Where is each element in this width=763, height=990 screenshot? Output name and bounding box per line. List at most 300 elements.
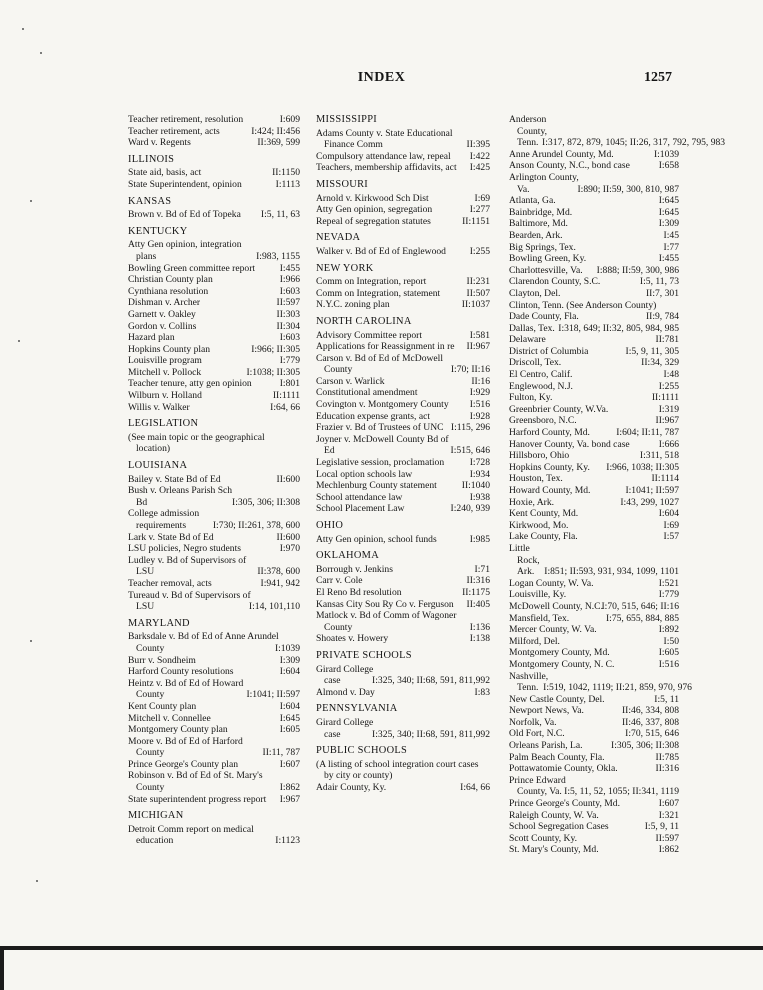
entry-reference: II:405 xyxy=(466,598,490,610)
index-entry xyxy=(509,462,679,474)
index-entry xyxy=(316,353,490,376)
index-section xyxy=(128,196,300,221)
entry-text: Prince George's County plan xyxy=(128,758,238,770)
entry-text: State Superintendent, opinion xyxy=(128,178,242,190)
entry-reference: II:11, 787 xyxy=(262,747,300,759)
entry-reference: I:892 xyxy=(658,624,679,636)
index-entry xyxy=(316,469,490,481)
section-heading: NEVADA xyxy=(316,232,361,244)
entry-reference: I:728 xyxy=(469,457,490,469)
entry-text: N.Y.C. zoning plan xyxy=(316,299,390,311)
entry-text: Clinton, Tenn. (See Anderson County) xyxy=(509,299,657,311)
index-section xyxy=(128,810,300,847)
index-entry xyxy=(316,246,490,258)
entry-reference: I:966; II:305 xyxy=(251,343,300,355)
entry-reference: II:395 xyxy=(466,139,490,151)
entry-text: Teacher retirement, acts xyxy=(128,125,220,137)
entry-text: Teachers, membership affidavits, act xyxy=(316,162,457,174)
index-entry xyxy=(509,392,679,404)
entry-reference: II:316 xyxy=(655,763,679,775)
section-heading: NORTH CAROLINA xyxy=(316,315,412,327)
entry-reference: I:325, 340; II:68, 591, 811,992 xyxy=(372,675,490,687)
entry-text: Driscoll, Tex. xyxy=(509,357,562,369)
index-entry xyxy=(316,610,490,633)
entry-reference: I:938 xyxy=(469,491,490,503)
entry-reference: I:5, 9, 11, 305 xyxy=(625,345,679,357)
entry-reference: I:45 xyxy=(663,229,679,241)
entry-reference: I:5, 11, 73 xyxy=(639,276,679,288)
index-entry xyxy=(128,209,300,221)
index-entry xyxy=(128,167,300,179)
entry-reference: I:581 xyxy=(469,329,490,341)
entry-text: Wilburn v. Holland xyxy=(128,390,202,402)
entry-text: Girard College case xyxy=(316,716,374,740)
index-entry xyxy=(509,589,679,601)
index-entry xyxy=(128,355,300,367)
entry-text: Hoxie, Ark. xyxy=(509,496,555,508)
entry-reference: II:46, 337, 808 xyxy=(621,716,679,728)
entry-reference: I:934 xyxy=(469,468,490,480)
entry-text: Comm on Integration, statement xyxy=(316,287,441,299)
index-entry xyxy=(128,701,300,713)
entry-reference: I:603 xyxy=(279,332,300,344)
entry-text: Baltimore, Md. xyxy=(509,218,568,230)
entry-reference: I:1041; II:597 xyxy=(625,485,679,496)
index-entry xyxy=(509,404,679,416)
index-entry xyxy=(509,253,679,265)
entry-reference: II:369, 599 xyxy=(257,137,300,149)
entry-reference: I:48 xyxy=(663,369,679,381)
entry-text: Mansfield, Tex. xyxy=(509,612,570,624)
scan-speck xyxy=(18,340,20,342)
entry-reference: I:779 xyxy=(658,589,679,601)
entry-reference: I:64, 66 xyxy=(270,401,300,413)
scan-speck xyxy=(30,200,32,202)
index-entry xyxy=(509,369,679,381)
index-entry xyxy=(509,195,679,207)
index-section xyxy=(128,226,300,414)
index-entry xyxy=(509,694,679,706)
entry-text: Brown v. Bd of Ed of Topeka xyxy=(128,209,241,221)
entry-text: Hillsboro, Ohio xyxy=(509,450,570,462)
entry-reference: II:507 xyxy=(466,287,490,299)
entry-reference: I:325, 340; II:68, 591, 811,992 xyxy=(372,728,490,740)
entry-reference: I:603 xyxy=(279,285,300,297)
index-entry xyxy=(128,367,300,379)
index-entry xyxy=(128,390,300,402)
index-entry xyxy=(509,740,679,752)
entry-text: (A listing of school integration court cases by city or county) xyxy=(316,758,479,782)
entry-text: Detroit Comm report on medical education xyxy=(128,823,254,847)
entry-reference: I:69 xyxy=(663,519,679,531)
section-heading: MARYLAND xyxy=(128,617,190,629)
entry-text: Legislative session, proclamation xyxy=(316,457,445,469)
page-number: 1257 xyxy=(644,70,672,85)
entry-text: (See main topic or the geographical location) xyxy=(128,431,265,455)
scan-speck xyxy=(36,880,38,882)
entry-text: Norfolk, Va. xyxy=(509,716,557,728)
entry-reference: I:1039 xyxy=(653,148,679,160)
entry-reference: I:966 xyxy=(279,274,300,286)
entry-reference: I:318, 649; II:32, 805, 984, 985 xyxy=(558,322,679,334)
entry-reference: I:83 xyxy=(474,686,490,698)
entry-text: Burr v. Sondheim xyxy=(128,654,196,666)
index-entry xyxy=(128,485,300,508)
entry-reference: I:422 xyxy=(469,150,490,162)
index-section xyxy=(316,550,490,645)
entry-text: Greenbrier County, W.Va. xyxy=(509,403,609,415)
entry-text: Kirkwood, Mo. xyxy=(509,519,569,531)
index-entry xyxy=(509,485,679,497)
entry-text: Hopkins County, Ky. xyxy=(509,461,590,473)
index-entry xyxy=(316,575,490,587)
index-section xyxy=(128,460,300,613)
entry-reference: I:1123 xyxy=(275,835,300,847)
entry-text: Bowling Green committee report xyxy=(128,262,256,274)
index-entry xyxy=(509,149,679,161)
index-entry xyxy=(316,376,490,388)
entry-text: Prince Edward County, Va. xyxy=(509,774,566,798)
entry-reference: I:645 xyxy=(658,206,679,218)
index-entry xyxy=(509,659,679,671)
index-entry xyxy=(128,555,300,578)
section-heading: LEGISLATION xyxy=(128,418,199,430)
entry-reference: I:5, 9, 11 xyxy=(644,821,679,833)
index-column-middle xyxy=(316,114,490,798)
index-entry xyxy=(509,833,679,845)
entry-text: Hopkins County plan xyxy=(128,343,211,355)
entry-reference: I:5, 11, 63 xyxy=(260,209,300,221)
index-entry xyxy=(509,439,679,451)
index-column-right xyxy=(509,114,726,861)
index-entry xyxy=(316,411,490,423)
entry-text: New Castle County, Del. xyxy=(509,693,605,705)
entry-reference: I:138 xyxy=(469,633,490,645)
index-section xyxy=(509,114,726,856)
entry-text: Heintz v. Bd of Ed of Howard County xyxy=(128,677,244,701)
entry-reference: I:77 xyxy=(663,241,679,253)
entry-text: Anson County, N.C., bond case xyxy=(509,160,630,172)
entry-text: Covington v. Montgomery County xyxy=(316,399,449,411)
entry-text: Joyner v. McDowell County Bd of Ed xyxy=(316,433,449,457)
entry-reference: I:311, 518 xyxy=(639,450,679,462)
entry-text: Dishman v. Archer xyxy=(128,297,201,309)
entry-text: Kent County plan xyxy=(128,700,197,712)
index-entry xyxy=(509,230,679,242)
entry-reference: I:5, 11 xyxy=(654,693,679,705)
index-entry xyxy=(128,297,300,309)
index-section xyxy=(316,703,490,740)
entry-reference: II:600 xyxy=(276,531,300,543)
entry-reference: I:255 xyxy=(658,380,679,392)
entry-text: Hazard plan xyxy=(128,332,175,344)
entry-reference: I:890; II:59, 300, 810, 987 xyxy=(577,183,679,195)
index-section xyxy=(128,418,300,455)
entry-reference: I:75, 655, 884, 885 xyxy=(605,612,679,624)
entry-text: Tureaud v. Bd of Supervisors of LSU xyxy=(128,589,251,613)
entry-reference: II:34, 329 xyxy=(641,357,679,369)
index-entry xyxy=(128,655,300,667)
index-entry xyxy=(509,450,679,462)
entry-text: Harford County resolutions xyxy=(128,666,234,678)
entry-text: Local option schools law xyxy=(316,468,413,480)
entry-reference: I:455 xyxy=(279,262,300,274)
index-entry xyxy=(128,286,300,298)
index-entry xyxy=(128,736,300,759)
entry-text: Bailey v. State Bd of Ed xyxy=(128,473,221,485)
index-entry xyxy=(509,705,679,717)
entry-text: Little Rock, Ark. xyxy=(509,542,540,578)
entry-text: Carson v. Bd of Ed of McDowell County xyxy=(316,352,444,376)
section-heading: PRIVATE SCHOOLS xyxy=(316,649,412,661)
index-entry xyxy=(509,323,679,335)
index-section xyxy=(316,232,490,257)
index-entry xyxy=(128,578,300,590)
entry-text: Applications for Reassignment in re xyxy=(316,341,455,353)
entry-text: School Placement Law xyxy=(316,503,405,515)
entry-reference: I:609 xyxy=(279,114,300,125)
entry-text: Dallas, Tex. xyxy=(509,322,555,334)
entry-reference: I:645 xyxy=(658,195,679,207)
index-entry xyxy=(128,666,300,678)
index-entry xyxy=(316,633,490,645)
index-entry xyxy=(509,265,679,277)
entry-reference: I:1039 xyxy=(274,642,300,654)
entry-reference: I:730; II:261, 378, 600 xyxy=(212,520,300,531)
entry-text: Garnett v. Oakley xyxy=(128,308,196,320)
entry-reference: I:277 xyxy=(469,204,490,216)
entry-reference: I:5, 11, 52, 1055; II:341, 1119 xyxy=(564,786,679,798)
entry-reference: I:983, 1155 xyxy=(256,250,300,262)
entry-reference: I:516 xyxy=(469,399,490,411)
entry-text: Borrough v. Jenkins xyxy=(316,563,393,575)
index-section xyxy=(128,114,300,149)
index-entry xyxy=(128,332,300,344)
entry-text: Bainbridge, Md. xyxy=(509,206,573,218)
entry-reference: I:14, 101,110 xyxy=(248,601,300,613)
entry-reference: I:658 xyxy=(658,160,679,172)
entry-reference: I:317, 872, 879, 1045; II:26, 317, 792, 795, 983 xyxy=(542,137,726,149)
index-entry xyxy=(128,794,300,806)
entry-text: Comm on Integration, report xyxy=(316,276,427,288)
entry-text: Raleigh County, W. Va. xyxy=(509,809,599,821)
entry-text: St. Mary's County, Md. xyxy=(509,844,599,856)
section-heading: OKLAHOMA xyxy=(316,550,380,562)
entry-reference: I:71 xyxy=(474,563,490,575)
index-entry xyxy=(509,300,679,312)
entry-reference: II:303 xyxy=(276,308,300,320)
entry-reference: II:16 xyxy=(471,375,490,387)
entry-reference: II:1040 xyxy=(461,480,490,492)
entry-text: Cynthiana resolution xyxy=(128,285,209,297)
index-entry xyxy=(509,218,679,230)
entry-text: Greensboro, N.C. xyxy=(509,415,577,427)
entry-reference: I:929 xyxy=(469,387,490,399)
entry-text: Louisville program xyxy=(128,355,202,367)
entry-reference: II:967 xyxy=(466,341,490,353)
index-entry xyxy=(316,759,490,782)
index-entry xyxy=(316,341,490,353)
entry-reference: II:781 xyxy=(655,334,679,346)
entry-reference: II:1111 xyxy=(272,390,300,402)
index-entry xyxy=(128,713,300,725)
entry-reference: II:1111 xyxy=(651,392,679,404)
entry-text: Education expense grants, act xyxy=(316,410,431,422)
entry-reference: II:378, 600 xyxy=(257,566,300,578)
scan-speck xyxy=(30,640,32,642)
entry-text: Ludley v. Bd of Supervisors of LSU xyxy=(128,554,247,578)
entry-text: Arlington County, Va. xyxy=(509,171,579,195)
index-entry xyxy=(128,508,300,531)
entry-reference: I:255 xyxy=(469,245,490,257)
section-heading: MICHIGAN xyxy=(128,810,184,822)
entry-text: Prince George's County, Md. xyxy=(509,798,620,810)
index-section xyxy=(316,745,490,793)
entry-reference: I:305, 306; II:308 xyxy=(611,740,679,752)
index-entry xyxy=(316,204,490,216)
entry-text: Delaware xyxy=(509,334,546,346)
entry-text: Atty Gen opinion, school funds xyxy=(316,533,437,545)
entry-text: Arnold v. Kirkwood Sch Dist xyxy=(316,192,429,204)
entry-text: El Centro, Calif. xyxy=(509,369,573,381)
index-entry xyxy=(509,357,679,369)
index-entry xyxy=(509,775,679,798)
index-section xyxy=(316,263,490,311)
entry-reference: I:1041; II:597 xyxy=(246,689,300,701)
index-entry xyxy=(316,299,490,311)
entry-text: Moore v. Bd of Ed of Harford County xyxy=(128,735,243,759)
index-entry xyxy=(316,717,490,740)
entry-text: Robinson v. Bd of Ed of St. Mary's County xyxy=(128,770,263,794)
entry-text: Big Springs, Tex. xyxy=(509,241,576,253)
section-heading: LOUISIANA xyxy=(128,460,188,472)
index-entry xyxy=(128,474,300,486)
entry-text: LSU policies, Negro students xyxy=(128,543,241,555)
index-entry xyxy=(509,798,679,810)
entry-text: Montgomery County, Md. xyxy=(509,647,610,659)
index-entry xyxy=(316,151,490,163)
index-entry xyxy=(128,239,300,262)
entry-reference: I:516 xyxy=(658,658,679,670)
index-entry xyxy=(128,759,300,771)
index-entry xyxy=(128,263,300,275)
index-entry xyxy=(509,497,679,509)
entry-reference: I:309 xyxy=(658,218,679,230)
corner-mark xyxy=(0,950,14,990)
entry-text: Constitutional amendment xyxy=(316,387,418,399)
entry-reference: I:604; II:11, 787 xyxy=(616,427,679,439)
entry-reference: I:70, 515, 646; II:16 xyxy=(601,600,679,612)
index-entry xyxy=(316,330,490,342)
index-entry xyxy=(128,631,300,654)
entry-reference: I:43, 299, 1027 xyxy=(620,496,679,508)
section-heading: ILLINOIS xyxy=(128,153,175,165)
index-entry xyxy=(509,624,679,636)
index-entry xyxy=(509,207,679,219)
entry-text: Pottawatomie County, Okla. xyxy=(509,763,618,775)
entry-text: Englewood, N.J. xyxy=(509,380,573,392)
entry-text: Atty Gen opinion, integration plans xyxy=(128,239,242,262)
index-entry xyxy=(509,821,679,833)
entry-text: Frazier v. Bd of Trustees of UNC xyxy=(316,422,444,434)
entry-reference: I:970 xyxy=(279,543,300,555)
index-entry xyxy=(316,288,490,300)
index-entry xyxy=(128,432,300,455)
entry-reference: I:985 xyxy=(469,533,490,545)
entry-text: Gordon v. Collins xyxy=(128,320,197,332)
entry-text: Dade County, Fla. xyxy=(509,311,579,323)
entry-text: Palm Beach County, Fla. xyxy=(509,751,605,763)
entry-reference: I:1038; II:305 xyxy=(246,366,300,378)
entry-reference: I:888; II:59, 300, 986 xyxy=(596,264,679,276)
entry-reference: I:136 xyxy=(469,621,490,633)
index-entry xyxy=(316,599,490,611)
entry-text: Teacher removal, acts xyxy=(128,577,212,589)
index-entry xyxy=(316,422,490,434)
entry-reference: I:69 xyxy=(474,192,490,204)
entry-reference: II:967 xyxy=(655,415,679,427)
index-section xyxy=(316,114,490,174)
index-entry xyxy=(316,687,490,699)
index-entry xyxy=(509,427,679,439)
entry-text: Old Fort, N.C. xyxy=(509,728,565,740)
entry-text: Lake County, Fla. xyxy=(509,531,578,543)
index-section xyxy=(316,520,490,545)
index-entry xyxy=(128,532,300,544)
entry-reference: I:605 xyxy=(658,647,679,659)
entry-reference: I:604 xyxy=(279,666,300,678)
entry-reference: I:305, 306; II:308 xyxy=(232,496,300,508)
entry-reference: I:607 xyxy=(658,798,679,810)
entry-text: Advisory Committee report xyxy=(316,329,423,341)
index-entry xyxy=(316,503,490,515)
index-column-left xyxy=(128,114,300,852)
entry-text: School attendance law xyxy=(316,491,403,503)
entry-text: Atty Gen opinion, segregation xyxy=(316,204,433,216)
entry-reference: II:1151 xyxy=(462,215,490,227)
scan-speck xyxy=(40,52,42,54)
entry-reference: I:515, 646 xyxy=(450,445,490,457)
index-entry xyxy=(509,508,679,520)
section-heading: PUBLIC SCHOOLS xyxy=(316,745,408,757)
entry-text: Kent County, Md. xyxy=(509,508,579,520)
index-entry xyxy=(509,311,679,323)
entry-text: Harford County, Md. xyxy=(509,427,590,439)
index-entry xyxy=(316,782,490,794)
entry-reference: II:597 xyxy=(276,297,300,309)
entry-text: Atlanta, Ga. xyxy=(509,195,556,207)
entry-text: Fulton, Ky. xyxy=(509,392,553,404)
entry-reference: I:70; II:16 xyxy=(450,364,490,376)
index-entry xyxy=(128,179,300,191)
index-entry xyxy=(128,402,300,414)
index-entry xyxy=(128,344,300,356)
entry-reference: I:604 xyxy=(658,508,679,520)
entry-reference: II:1114 xyxy=(651,473,679,485)
entry-text: Montgomery County, N. C. xyxy=(509,658,615,670)
index-heading: INDEX xyxy=(357,70,406,85)
index-entry xyxy=(509,346,679,358)
entry-reference: II:231 xyxy=(466,276,490,288)
index-entry xyxy=(509,531,679,543)
entry-text: College admission requirements xyxy=(128,508,200,531)
entry-reference: I:321 xyxy=(658,809,679,821)
index-entry xyxy=(509,670,692,694)
index-entry xyxy=(128,824,300,847)
index-entry xyxy=(316,492,490,504)
entry-text: Carson v. Warlick xyxy=(316,375,385,387)
index-entry xyxy=(316,434,490,457)
